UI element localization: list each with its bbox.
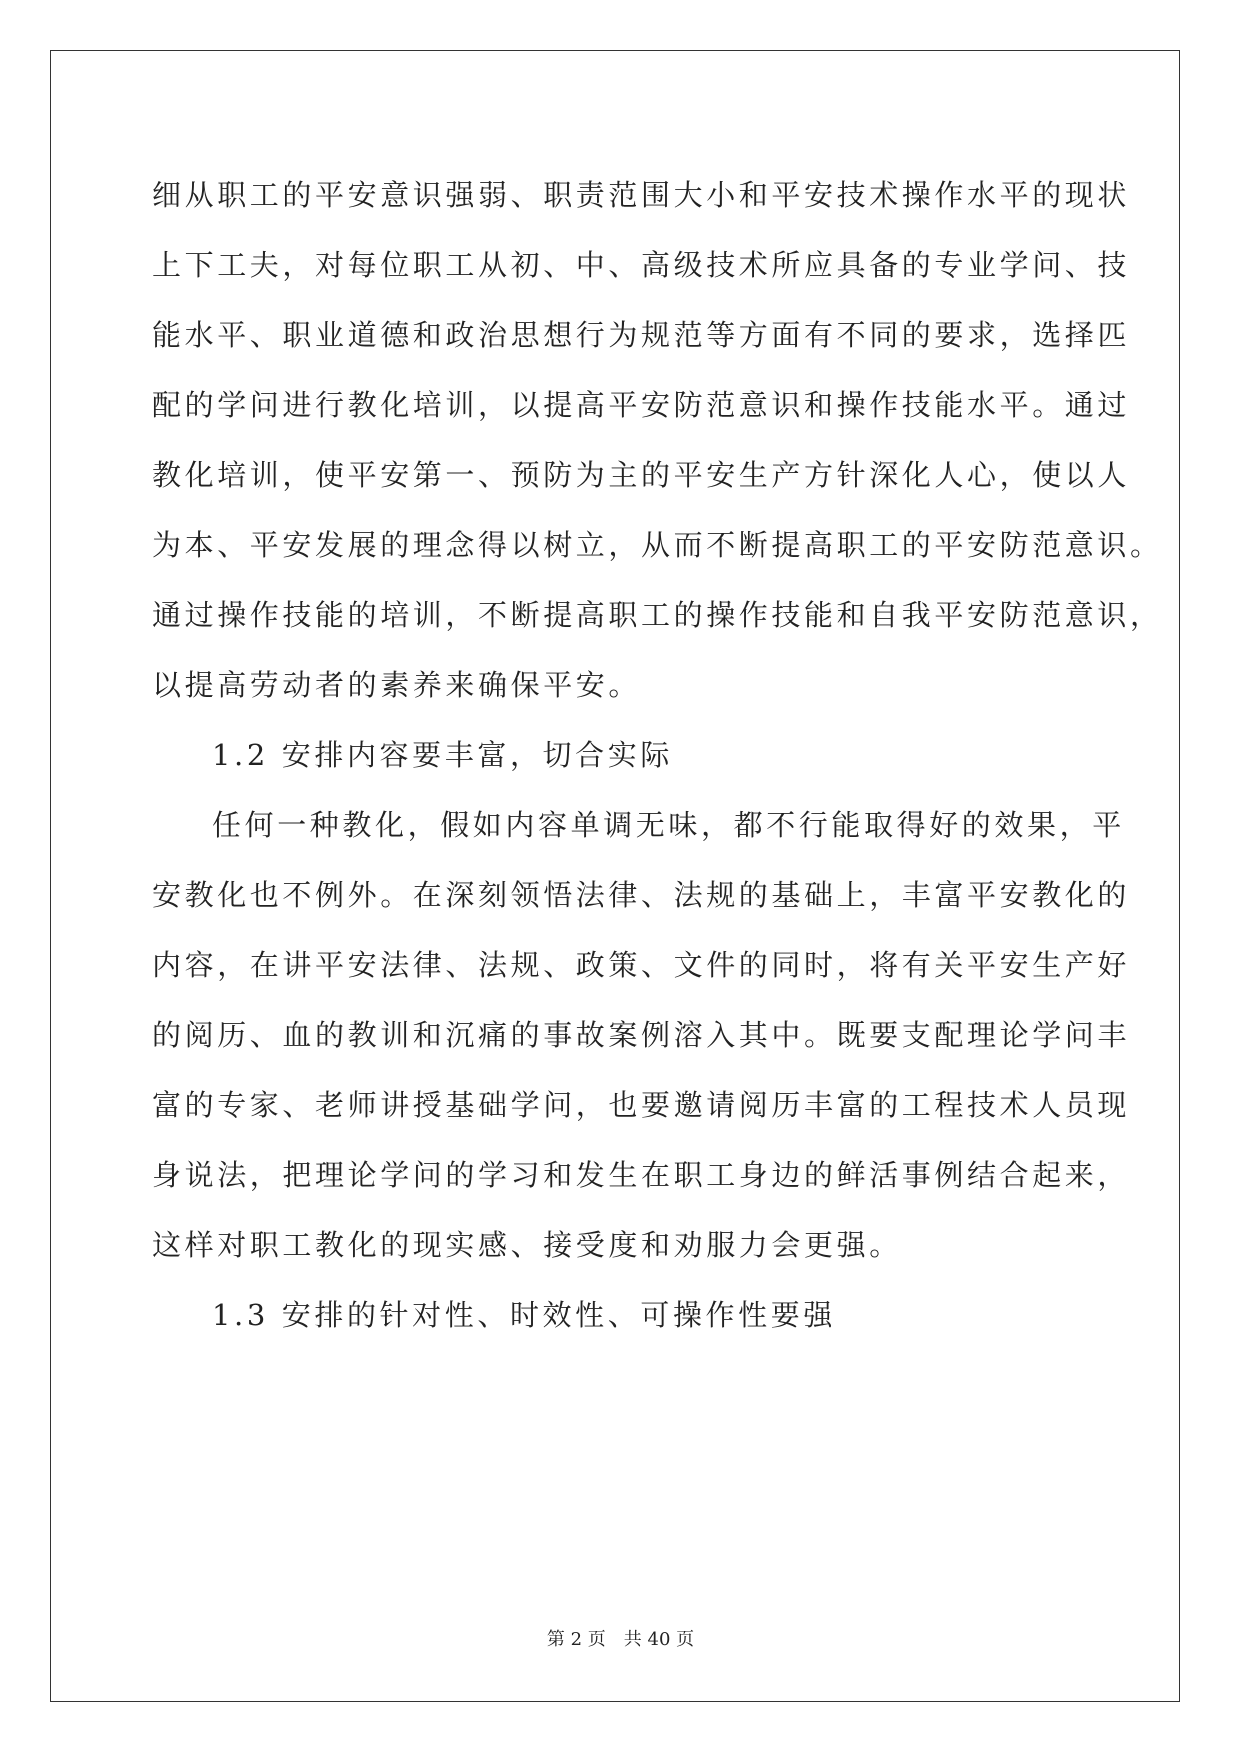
section-heading-1-3: 1.3 安排的针对性、时效性、可操作性要强 [212, 1298, 836, 1332]
body-line: 配的学问进行教化培训，以提高平安防范意识和操作技能水平。通过 [152, 388, 1131, 422]
body-line: 以提高劳动者的素养来确保平安。 [152, 668, 642, 702]
body-line: 通过操作技能的培训，不断提高职工的操作技能和自我平安防范意识， [152, 598, 1163, 632]
page-number-current: 第 2 页 [546, 1629, 606, 1650]
body-line: 为本、平安发展的理念得以树立，从而不断提高职工的平安防范意识。 [152, 528, 1163, 562]
body-line: 能水平、职业道德和政治思想行为规范等方面有不同的要求，选择匹 [152, 318, 1131, 352]
body-line: 安教化也不例外。在深刻领悟法律、法规的基础上，丰富平安教化的 [152, 878, 1131, 912]
document-body [152, 160, 1163, 1350]
page-footer [0, 1625, 1241, 1651]
body-line: 教化培训，使平安第一、预防为主的平安生产方针深化人心，使以人 [152, 458, 1131, 492]
body-line: 身说法，把理论学问的学习和发生在职工身边的鲜活事例结合起来， [152, 1158, 1131, 1192]
section-heading-1-2: 1.2 安排内容要丰富，切合实际 [212, 738, 673, 772]
body-line: 上下工夫，对每位职工从初、中、高级技术所应具备的专业学问、技 [152, 248, 1131, 282]
page-number-total: 共 40 页 [623, 1629, 695, 1650]
body-line: 富的专家、老师讲授基础学问，也要邀请阅历丰富的工程技术人员现 [152, 1088, 1131, 1122]
body-line: 细从职工的平安意识强弱、职责范围大小和平安技术操作水平的现状 [152, 178, 1131, 212]
body-line: 这样对职工教化的现实感、接受度和劝服力会更强。 [152, 1228, 902, 1262]
body-line: 内容，在讲平安法律、法规、政策、文件的同时，将有关平安生产好 [152, 948, 1131, 982]
body-line: 任何一种教化，假如内容单调无味，都不行能取得好的效果，平 [212, 808, 1125, 842]
body-line: 的阅历、血的教训和沉痛的事故案例溶入其中。既要支配理论学问丰 [152, 1018, 1131, 1052]
